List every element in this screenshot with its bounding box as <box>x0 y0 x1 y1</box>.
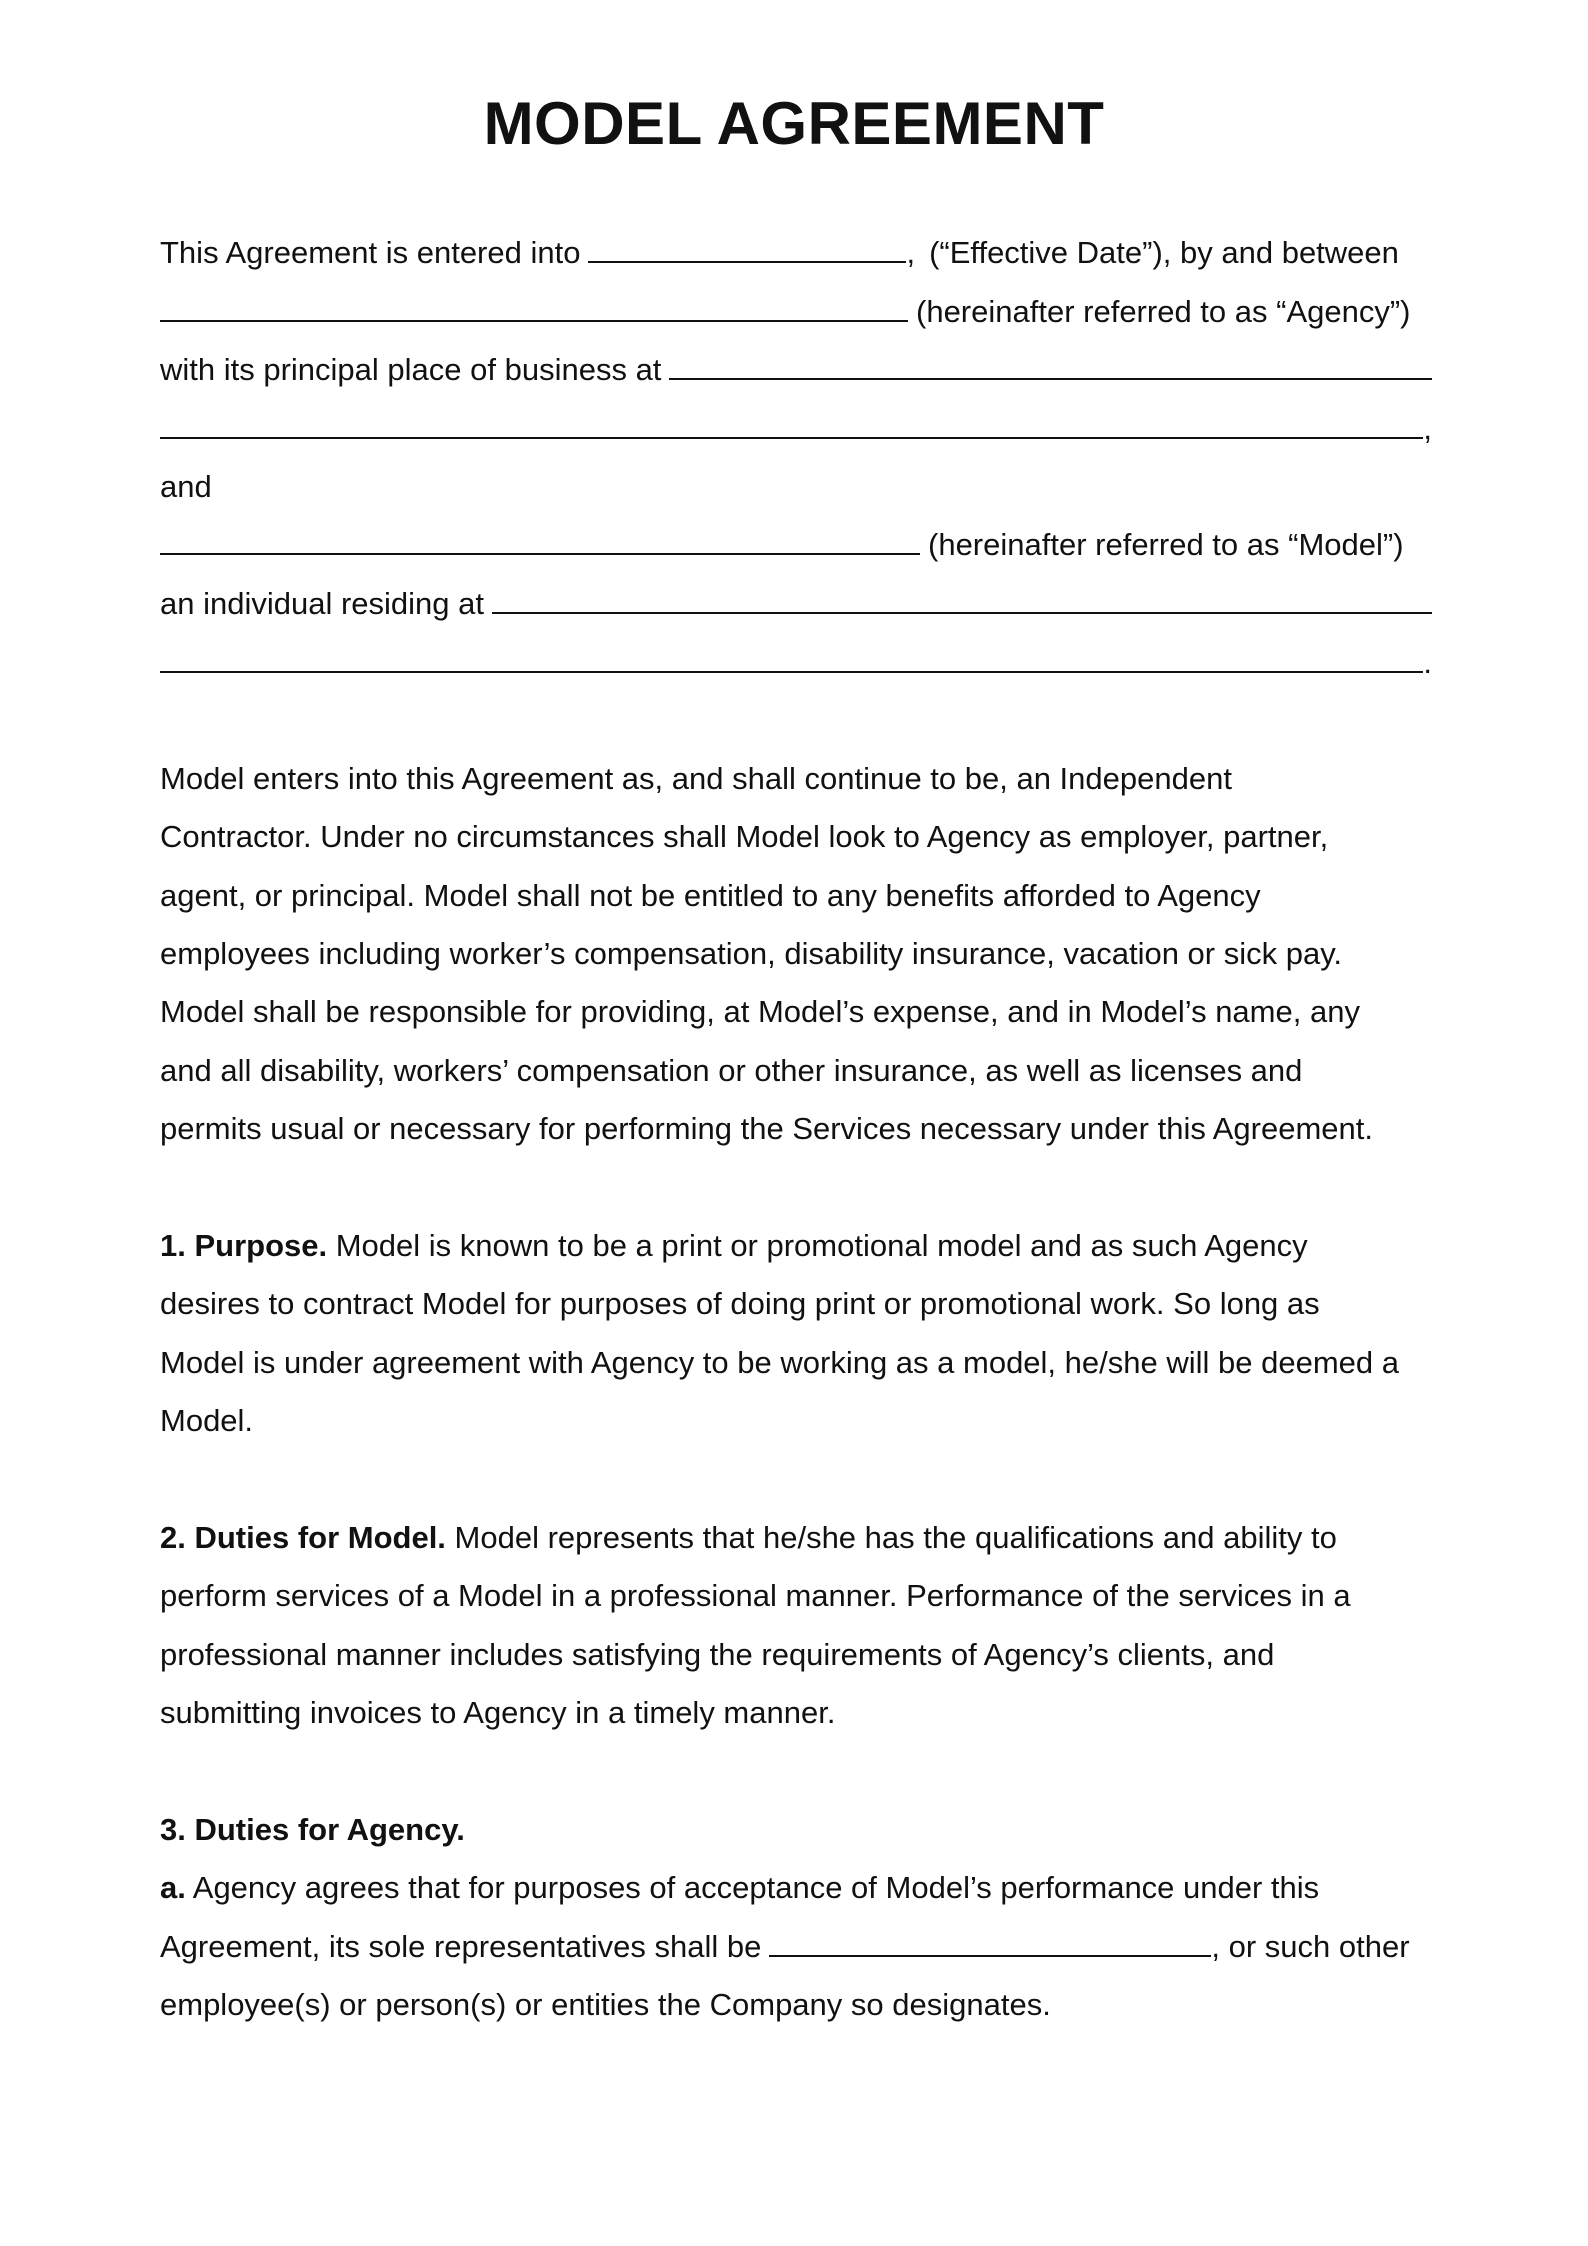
section-2-text: submitting invoices to Agency in a timely manner. <box>160 1695 836 1730</box>
contractor-line: and all disability, workers’ compensation or other insurance, as well as licenses and <box>160 1053 1303 1088</box>
intro-line-1 <box>160 233 1432 273</box>
contractor-line: agent, or principal. Model shall not be entitled to any benefits afforded to Agency <box>160 878 1261 913</box>
section-2-text: perform services of a Model in a professional manner. Performance of the services in a <box>160 1578 1351 1613</box>
section-3-heading <box>160 1810 1432 1850</box>
section-3-heading-text: 3. Duties for Agency. <box>160 1812 465 1847</box>
contractor-line: Model shall be responsible for providing, at Model’s expense, and in Model’s name, any <box>160 994 1360 1029</box>
model-name-blank[interactable] <box>160 529 920 555</box>
section-1-text: Model. <box>160 1403 254 1438</box>
section-2-heading: 2. Duties for Model. <box>160 1520 446 1555</box>
representatives-blank[interactable] <box>769 1931 1211 1957</box>
intro-text: (hereinafter referred to as “Agency”) <box>916 294 1411 329</box>
section-1-text: desires to contract Model for purposes of doing print or promotional work. So long as <box>160 1286 1320 1321</box>
contractor-line: permits usual or necessary for performing the Services necessary under this Agreement. <box>160 1111 1373 1146</box>
intro-text: (“Effective Date”), by and between <box>929 235 1399 270</box>
section-3a-text: employee(s) or person(s) or entities the Company so designates. <box>160 1987 1051 2022</box>
intro-and: and <box>160 469 212 504</box>
contractor-line: employees including worker’s compensation, disability insurance, vacation or sick pay. <box>160 936 1343 971</box>
section-1-text: Model is under agreement with Agency to be working as a model, he/she will be deemed a <box>160 1345 1399 1380</box>
intro-line-7 <box>160 584 1432 624</box>
intro-line-6 <box>160 525 1432 565</box>
section-3a-text: , or such other <box>1211 1929 1410 1964</box>
intro-text: (hereinafter referred to as “Model”) <box>928 527 1404 562</box>
agency-name-blank[interactable] <box>160 296 908 322</box>
section-3a-label: a. <box>160 1870 186 1905</box>
section-3a-line-1 <box>160 1868 1432 1908</box>
intro-text: , <box>1423 411 1432 446</box>
agency-address-blank-2[interactable] <box>160 413 1423 439</box>
effective-date-blank[interactable] <box>588 237 906 263</box>
agency-address-blank[interactable] <box>669 354 1432 380</box>
contractor-line: Model enters into this Agreement as, and shall continue to be, an Independent <box>160 761 1232 796</box>
section-1-text: Model is known to be a print or promotional model and as such Agency <box>327 1228 1308 1263</box>
intro-line-4 <box>160 409 1432 449</box>
model-address-blank[interactable] <box>492 588 1432 614</box>
intro-line-8 <box>160 643 1432 683</box>
section-2-text: professional manner includes satisfying the requirements of Agency’s clients, and <box>160 1637 1275 1672</box>
section-3a-text: Agency agrees that for purposes of acceptance of Model’s performance under this <box>185 1870 1320 1905</box>
section-1-line-1 <box>160 1226 1432 1266</box>
section-1-heading: 1. Purpose. <box>160 1228 328 1263</box>
intro-text: with its principal place of business at <box>160 352 662 387</box>
model-address-blank-2[interactable] <box>160 647 1423 673</box>
page-title: MODEL AGREEMENT <box>483 90 1105 157</box>
section-2-line-1 <box>160 1518 1432 1558</box>
intro-line-3 <box>160 350 1432 390</box>
intro-text: This Agreement is entered into <box>160 235 581 270</box>
section-3a-line-2 <box>160 1927 1432 1967</box>
intro-line-2 <box>160 292 1432 332</box>
intro-text: an individual residing at <box>160 586 484 621</box>
section-3a-text: Agreement, its sole representatives shall be <box>160 1929 762 1964</box>
intro-text: . <box>1423 645 1432 680</box>
contractor-line: Contractor. Under no circumstances shall Model look to Agency as employer, partner, <box>160 819 1329 854</box>
section-2-text: Model represents that he/she has the qualifications and ability to <box>445 1520 1337 1555</box>
intro-text: , <box>906 235 916 270</box>
